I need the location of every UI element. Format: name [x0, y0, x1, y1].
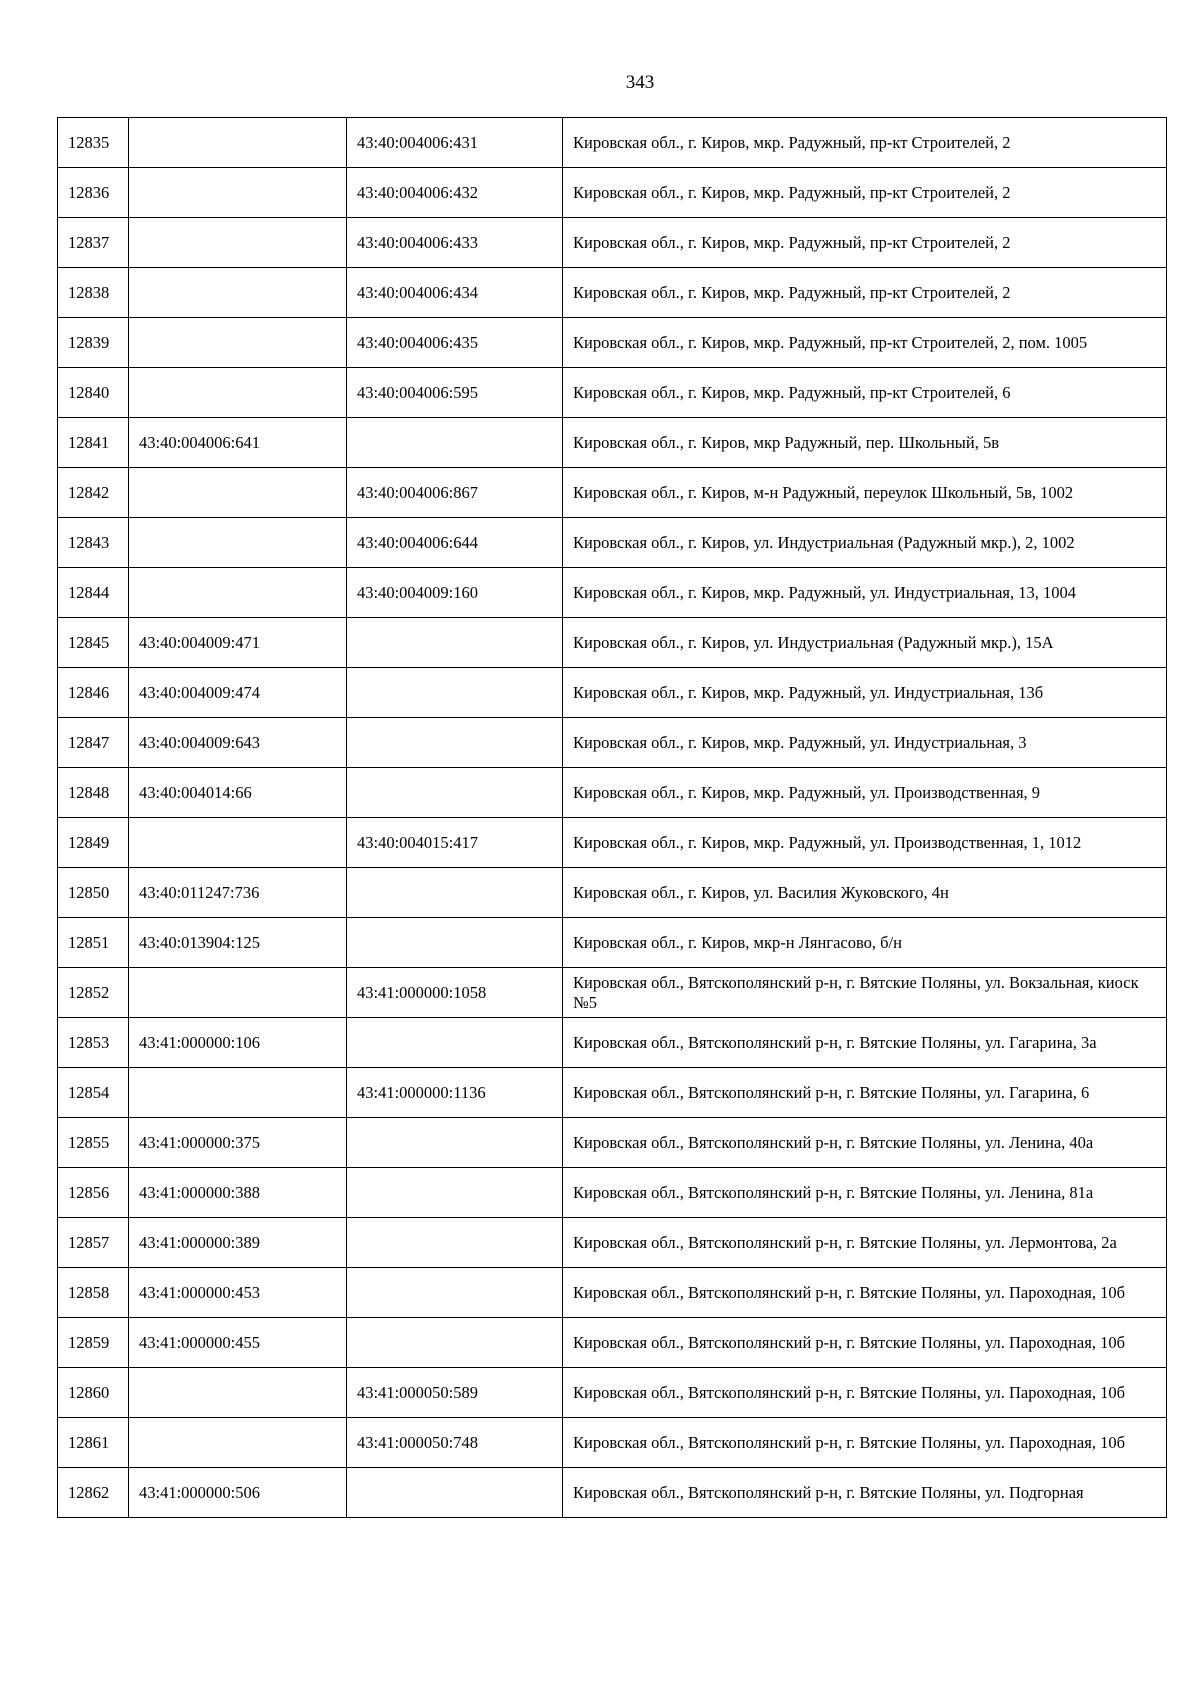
- address-cell: Кировская обл., Вятскополянский р-н, г. Вятские Поляны, ул. Вокзальная, киоск №5: [563, 968, 1167, 1018]
- land-cadastral-cell: 43:40:004006:641: [129, 418, 347, 468]
- row-number-cell: 12843: [58, 518, 129, 568]
- table-row: [58, 818, 1167, 868]
- address-cell: Кировская обл., Вятскополянский р-н, г. Вятские Поляны, ул. Лермонтова, 2а: [563, 1218, 1167, 1268]
- address-cell: Кировская обл., г. Киров, мкр Радужный, пер. Школьный, 5в: [563, 418, 1167, 468]
- address-cell: Кировская обл., Вятскополянский р-н, г. Вятские Поляны, ул. Ленина, 81а: [563, 1168, 1167, 1218]
- row-number-cell: 12855: [58, 1118, 129, 1168]
- land-cadastral-cell: 43:40:013904:125: [129, 918, 347, 968]
- address-cell: Кировская обл., Вятскополянский р-н, г. Вятские Поляны, ул. Подгорная: [563, 1468, 1167, 1518]
- building-cadastral-cell: 43:40:004006:435: [347, 318, 563, 368]
- row-number-cell: 12848: [58, 768, 129, 818]
- registry-table: [57, 117, 1167, 1518]
- address-cell: Кировская обл., г. Киров, мкр. Радужный, пр-кт Строителей, 6: [563, 368, 1167, 418]
- building-cadastral-cell: 43:40:004006:867: [347, 468, 563, 518]
- table-row: [58, 668, 1167, 718]
- row-number-cell: 12862: [58, 1468, 129, 1518]
- row-number-cell: 12850: [58, 868, 129, 918]
- building-cadastral-cell: 43:41:000050:589: [347, 1368, 563, 1418]
- building-cadastral-cell: 43:40:004006:432: [347, 168, 563, 218]
- building-cadastral-cell: [347, 1218, 563, 1268]
- land-cadastral-cell: [129, 368, 347, 418]
- building-cadastral-cell: [347, 1118, 563, 1168]
- table-row: [58, 418, 1167, 468]
- building-cadastral-cell: [347, 1018, 563, 1068]
- table-row: [58, 468, 1167, 518]
- table-row: [58, 718, 1167, 768]
- building-cadastral-cell: [347, 718, 563, 768]
- table-row: [58, 368, 1167, 418]
- land-cadastral-cell: [129, 268, 347, 318]
- row-number-cell: 12861: [58, 1418, 129, 1468]
- address-cell: Кировская обл., г. Киров, мкр. Радужный, ул. Индустриальная, 13, 1004: [563, 568, 1167, 618]
- row-number-cell: 12842: [58, 468, 129, 518]
- page-number: 343: [625, 72, 655, 93]
- table-row: [58, 768, 1167, 818]
- land-cadastral-cell: [129, 518, 347, 568]
- table-row: [58, 868, 1167, 918]
- building-cadastral-cell: 43:41:000000:1136: [347, 1068, 563, 1118]
- land-cadastral-cell: 43:40:004009:643: [129, 718, 347, 768]
- land-cadastral-cell: 43:41:000000:506: [129, 1468, 347, 1518]
- building-cadastral-cell: [347, 868, 563, 918]
- address-cell: Кировская обл., г. Киров, мкр. Радужный, пр-кт Строителей, 2: [563, 218, 1167, 268]
- building-cadastral-cell: 43:40:004009:160: [347, 568, 563, 618]
- building-cadastral-cell: 43:40:004006:433: [347, 218, 563, 268]
- table-row: [58, 1268, 1167, 1318]
- address-cell: Кировская обл., Вятскополянский р-н, г. Вятские Поляны, ул. Пароходная, 10б: [563, 1318, 1167, 1368]
- land-cadastral-cell: 43:40:004009:474: [129, 668, 347, 718]
- land-cadastral-cell: [129, 468, 347, 518]
- table-row: [58, 1318, 1167, 1368]
- table-row: [58, 318, 1167, 368]
- address-cell: Кировская обл., Вятскополянский р-н, г. Вятские Поляны, ул. Пароходная, 10б: [563, 1368, 1167, 1418]
- row-number-cell: 12837: [58, 218, 129, 268]
- table-row: [58, 1168, 1167, 1218]
- row-number-cell: 12854: [58, 1068, 129, 1118]
- building-cadastral-cell: [347, 418, 563, 468]
- land-cadastral-cell: [129, 1068, 347, 1118]
- row-number-cell: 12857: [58, 1218, 129, 1268]
- land-cadastral-cell: [129, 1418, 347, 1468]
- building-cadastral-cell: [347, 1468, 563, 1518]
- address-cell: Кировская обл., Вятскополянский р-н, г. Вятские Поляны, ул. Пароходная, 10б: [563, 1268, 1167, 1318]
- building-cadastral-cell: [347, 668, 563, 718]
- table-row: [58, 968, 1167, 1018]
- table-row: [58, 518, 1167, 568]
- registry-table-body: [58, 118, 1167, 1518]
- table-row: [58, 1118, 1167, 1168]
- table-row: [58, 1218, 1167, 1268]
- land-cadastral-cell: [129, 118, 347, 168]
- building-cadastral-cell: 43:41:000050:748: [347, 1418, 563, 1468]
- address-cell: Кировская обл., Вятскополянский р-н, г. Вятские Поляны, ул. Гагарина, 6: [563, 1068, 1167, 1118]
- address-cell: Кировская обл., Вятскополянский р-н, г. Вятские Поляны, ул. Гагарина, 3а: [563, 1018, 1167, 1068]
- table-row: [58, 1018, 1167, 1068]
- land-cadastral-cell: 43:41:000000:388: [129, 1168, 347, 1218]
- address-cell: Кировская обл., г. Киров, мкр. Радужный, пр-кт Строителей, 2: [563, 118, 1167, 168]
- land-cadastral-cell: [129, 1368, 347, 1418]
- building-cadastral-cell: [347, 918, 563, 968]
- address-cell: Кировская обл., Вятскополянский р-н, г. Вятские Поляны, ул. Пароходная, 10б: [563, 1418, 1167, 1468]
- land-cadastral-cell: 43:41:000000:453: [129, 1268, 347, 1318]
- row-number-cell: 12847: [58, 718, 129, 768]
- row-number-cell: 12845: [58, 618, 129, 668]
- land-cadastral-cell: 43:40:004014:66: [129, 768, 347, 818]
- row-number-cell: 12844: [58, 568, 129, 618]
- land-cadastral-cell: 43:41:000000:389: [129, 1218, 347, 1268]
- building-cadastral-cell: [347, 1318, 563, 1368]
- row-number-cell: 12838: [58, 268, 129, 318]
- table-row: [58, 218, 1167, 268]
- land-cadastral-cell: [129, 568, 347, 618]
- row-number-cell: 12851: [58, 918, 129, 968]
- building-cadastral-cell: 43:40:004006:644: [347, 518, 563, 568]
- row-number-cell: 12860: [58, 1368, 129, 1418]
- address-cell: Кировская обл., г. Киров, ул. Индустриальная (Радужный мкр.), 15А: [563, 618, 1167, 668]
- row-number-cell: 12835: [58, 118, 129, 168]
- building-cadastral-cell: [347, 1168, 563, 1218]
- row-number-cell: 12846: [58, 668, 129, 718]
- row-number-cell: 12836: [58, 168, 129, 218]
- row-number-cell: 12839: [58, 318, 129, 368]
- address-cell: Кировская обл., г. Киров, мкр. Радужный, пр-кт Строителей, 2: [563, 168, 1167, 218]
- address-cell: Кировская обл., г. Киров, мкр. Радужный, ул. Индустриальная, 3: [563, 718, 1167, 768]
- table-row: [58, 168, 1167, 218]
- building-cadastral-cell: 43:40:004015:417: [347, 818, 563, 868]
- land-cadastral-cell: 43:40:011247:736: [129, 868, 347, 918]
- land-cadastral-cell: [129, 818, 347, 868]
- table-row: [58, 268, 1167, 318]
- row-number-cell: 12858: [58, 1268, 129, 1318]
- address-cell: Кировская обл., г. Киров, мкр. Радужный, пр-кт Строителей, 2: [563, 268, 1167, 318]
- table-row: [58, 1068, 1167, 1118]
- address-cell: Кировская обл., г. Киров, м-н Радужный, переулок Школьный, 5в, 1002: [563, 468, 1167, 518]
- table-row: [58, 918, 1167, 968]
- address-cell: Кировская обл., г. Киров, ул. Василия Жуковского, 4н: [563, 868, 1167, 918]
- row-number-cell: 12849: [58, 818, 129, 868]
- building-cadastral-cell: 43:41:000000:1058: [347, 968, 563, 1018]
- land-cadastral-cell: 43:41:000000:375: [129, 1118, 347, 1168]
- address-cell: Кировская обл., г. Киров, мкр. Радужный, ул. Индустриальная, 13б: [563, 668, 1167, 718]
- land-cadastral-cell: [129, 318, 347, 368]
- table-row: [58, 1368, 1167, 1418]
- land-cadastral-cell: 43:40:004009:471: [129, 618, 347, 668]
- address-cell: Кировская обл., г. Киров, мкр. Радужный, пр-кт Строителей, 2, пом. 1005: [563, 318, 1167, 368]
- building-cadastral-cell: [347, 618, 563, 668]
- land-cadastral-cell: [129, 968, 347, 1018]
- row-number-cell: 12853: [58, 1018, 129, 1068]
- row-number-cell: 12841: [58, 418, 129, 468]
- row-number-cell: 12852: [58, 968, 129, 1018]
- address-cell: Кировская обл., г. Киров, мкр. Радужный, ул. Производственная, 1, 1012: [563, 818, 1167, 868]
- land-cadastral-cell: 43:41:000000:106: [129, 1018, 347, 1068]
- table-row: [58, 568, 1167, 618]
- land-cadastral-cell: [129, 168, 347, 218]
- address-cell: Кировская обл., Вятскополянский р-н, г. Вятские Поляны, ул. Ленина, 40а: [563, 1118, 1167, 1168]
- table-row: [58, 1418, 1167, 1468]
- table-row: [58, 1468, 1167, 1518]
- building-cadastral-cell: [347, 768, 563, 818]
- building-cadastral-cell: 43:40:004006:431: [347, 118, 563, 168]
- building-cadastral-cell: 43:40:004006:595: [347, 368, 563, 418]
- row-number-cell: 12840: [58, 368, 129, 418]
- address-cell: Кировская обл., г. Киров, мкр-н Лянгасово, б/н: [563, 918, 1167, 968]
- table-row: [58, 118, 1167, 168]
- row-number-cell: 12856: [58, 1168, 129, 1218]
- building-cadastral-cell: [347, 1268, 563, 1318]
- land-cadastral-cell: 43:41:000000:455: [129, 1318, 347, 1368]
- land-cadastral-cell: [129, 218, 347, 268]
- address-cell: Кировская обл., г. Киров, мкр. Радужный, ул. Производственная, 9: [563, 768, 1167, 818]
- building-cadastral-cell: 43:40:004006:434: [347, 268, 563, 318]
- address-cell: Кировская обл., г. Киров, ул. Индустриальная (Радужный мкр.), 2, 1002: [563, 518, 1167, 568]
- row-number-cell: 12859: [58, 1318, 129, 1368]
- table-row: [58, 618, 1167, 668]
